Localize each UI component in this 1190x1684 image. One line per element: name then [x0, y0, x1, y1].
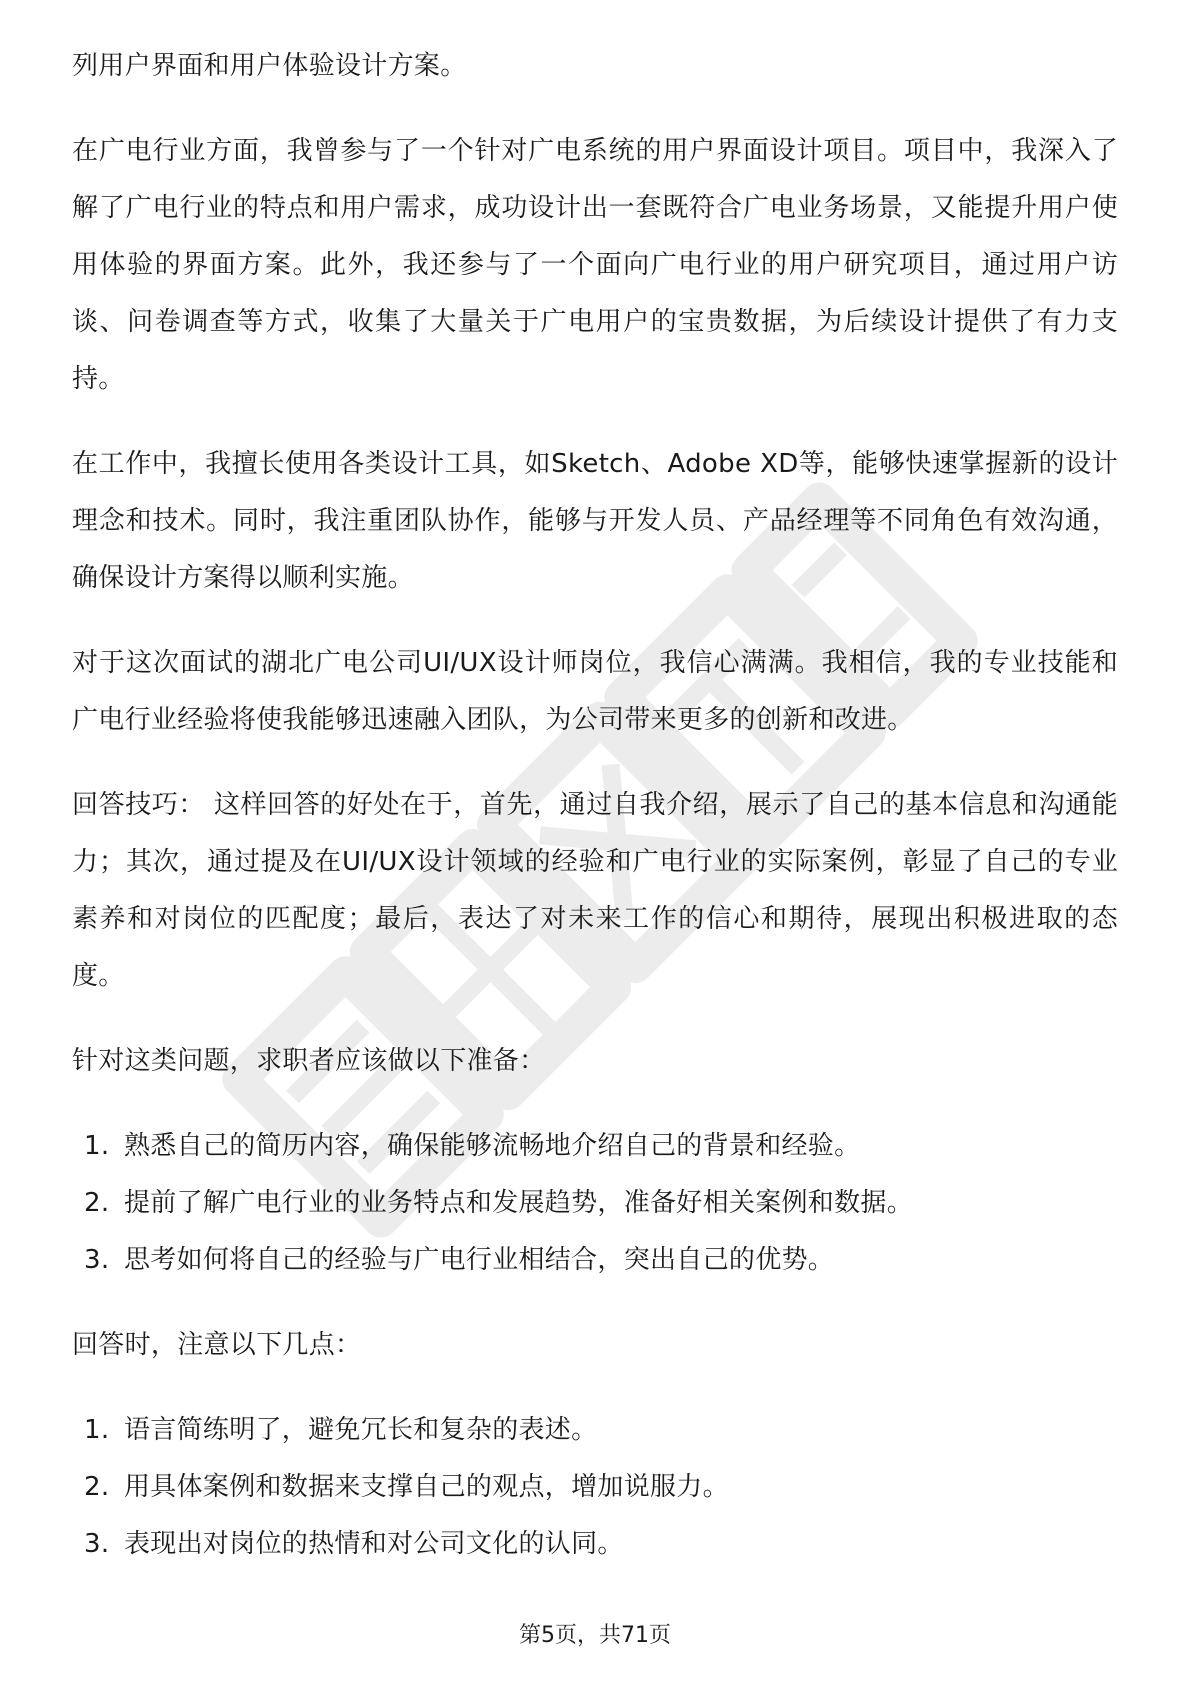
document-body	[72, 38, 1118, 1573]
list-text: 语言简练明了，避免冗长和复杂的表述。	[124, 1415, 598, 1445]
list-number: 1.	[84, 1131, 110, 1161]
list-text: 表现出对岗位的热情和对公司文化的认同。	[124, 1529, 624, 1559]
list-item	[84, 1459, 1118, 1516]
page-footer: 第5页，共71页	[519, 1623, 671, 1648]
list-text: 熟悉自己的简历内容，确保能够流畅地介绍自己的背景和经验。	[124, 1131, 861, 1161]
list-text: 用具体案例和数据来支撑自己的观点，增加说服力。	[124, 1472, 729, 1502]
paragraph-work-skills: 在工作中，我擅长使用各类设计工具，如Sketch、Adobe XD等，能够快速掌握新的设计理念和技术。同时，我注重团队协作，能够与开发人员、产品经理等不同角色有效沟通，确保设计方案得以顺利实施。	[72, 449, 1118, 593]
list-number: 2.	[84, 1472, 110, 1502]
paragraph-broadcast-experience: 在广电行业方面，我曾参与了一个针对广电系统的用户界面设计项目。项目中，我深入了解了广电行业的特点和用户需求，成功设计出一套既符合广电业务场景，又能提升用户使用体验的界面方案。此外，我还参与了一个面向广电行业的用户研究项目，通过用户访谈、问卷调查等方式，收集了大量关于广电用户的宝贵数据，为后续设计提供了有力支持。	[72, 136, 1118, 394]
list-number: 1.	[84, 1415, 110, 1445]
list-number: 2.	[84, 1188, 110, 1218]
tips-list	[72, 1402, 1118, 1573]
list-item	[84, 1516, 1118, 1573]
paragraph-answer-tips: 回答技巧： 这样回答的好处在于，首先，通过自我介绍，展示了自己的基本信息和沟通能力；其次，通过提及在UI/UX设计领域的经验和广电行业的实际案例，彰显了自己的专业素养和对岗位的匹配度；最后，表达了对未来工作的信心和期待，展现出积极进取的态度。	[72, 790, 1118, 991]
list-number: 3.	[84, 1245, 110, 1275]
paragraph-prep-heading: 针对这类问题，求职者应该做以下准备：	[72, 1046, 546, 1076]
paragraph-tips-heading: 回答时，注意以下几点：	[72, 1330, 362, 1360]
list-item	[84, 1402, 1118, 1459]
list-item	[84, 1175, 1118, 1232]
paragraph-continuation: 列用户界面和用户体验设计方案。	[72, 51, 467, 81]
list-item	[84, 1118, 1118, 1175]
list-text: 思考如何将自己的经验与广电行业相结合，突出自己的优势。	[124, 1245, 835, 1275]
prep-list	[72, 1118, 1118, 1289]
list-item	[84, 1232, 1118, 1289]
list-text: 提前了解广电行业的业务特点和发展趋势，准备好相关案例和数据。	[124, 1188, 914, 1218]
list-number: 3.	[84, 1529, 110, 1559]
paragraph-confidence: 对于这次面试的湖北广电公司UI/UX设计师岗位，我信心满满。我相信，我的专业技能和广电行业经验将使我能够迅速融入团队，为公司带来更多的创新和改进。	[72, 648, 1118, 735]
